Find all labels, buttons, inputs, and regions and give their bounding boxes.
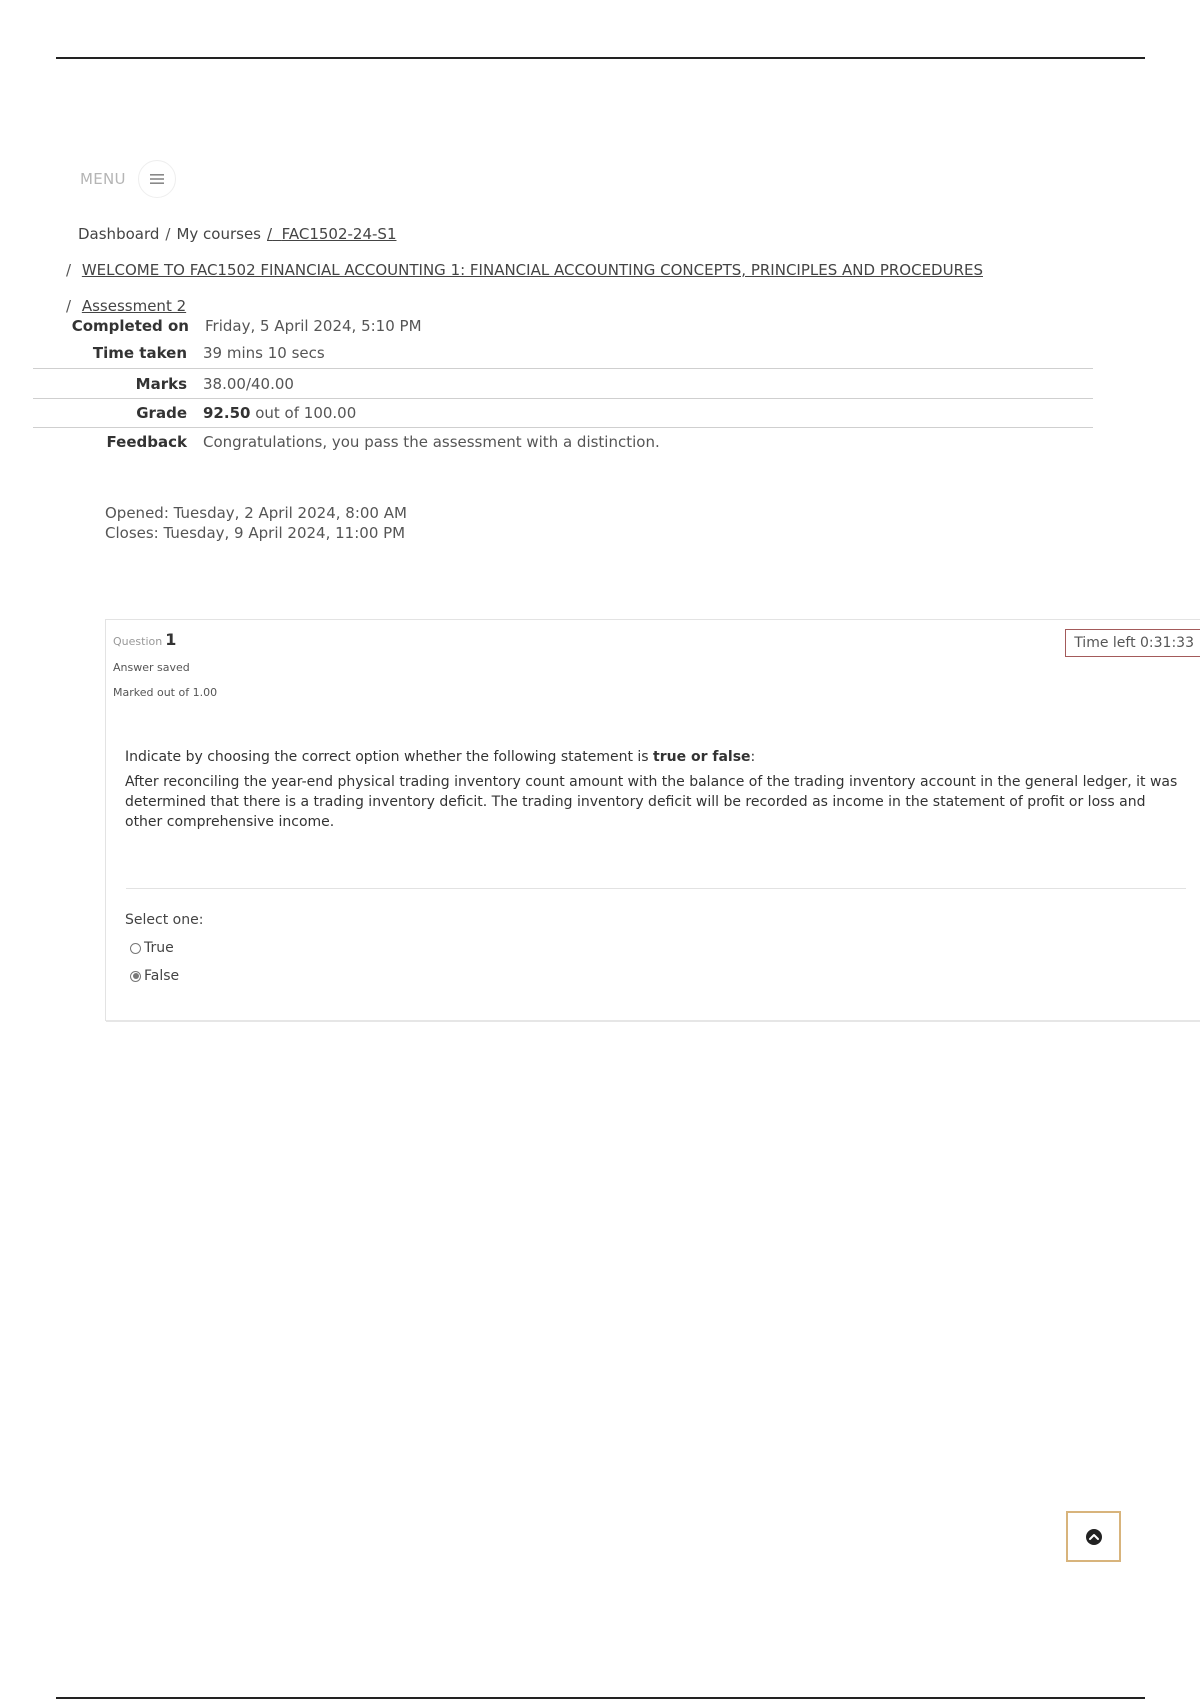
radio-false-selected[interactable] (130, 971, 141, 982)
summary-row-feedback (33, 427, 1093, 456)
arrow-up-circle-icon (1085, 1528, 1103, 1546)
question-statement: After reconciling the year-end physical trading inventory count amount with the balance of the trading inventory account in the general ledger, it was determined that there is a trading inventory deficit. The trading inventory deficit will be recorded as income in the statement of profit or loss and other comprehensive income. (125, 774, 1178, 830)
completed-on-label: Completed on (71, 317, 189, 335)
breadcrumb-course-code[interactable]: / FAC1502-24-S1 (267, 225, 397, 243)
question-number-label: Question (113, 635, 163, 648)
radio-true[interactable] (130, 943, 141, 954)
question-state: Answer saved (113, 661, 190, 674)
summary-row-marks (33, 368, 1093, 398)
menu-label: MENU (80, 170, 126, 188)
breadcrumb-row-3 (66, 297, 186, 315)
assessment-dates (105, 503, 407, 543)
menu-button[interactable] (138, 160, 176, 198)
answer-options (125, 912, 203, 990)
question-number: 1 (165, 630, 177, 649)
option-false-label: False (144, 968, 180, 984)
top-rule (56, 57, 1145, 59)
grade-out-of: out of 100.00 (250, 404, 357, 422)
question-marks: Marked out of 1.00 (113, 686, 218, 699)
breadcrumb-assessment[interactable]: Assessment 2 (81, 297, 187, 315)
breadcrumb-my-courses[interactable]: My courses (176, 225, 261, 243)
back-to-top-button[interactable] (1066, 1511, 1121, 1562)
breadcrumb (78, 225, 396, 243)
select-one-prompt: Select one: (125, 912, 204, 928)
option-false[interactable] (125, 962, 203, 990)
marks-label: Marks (135, 374, 187, 393)
attempt-summary (33, 315, 1093, 456)
summary-row-time-taken (33, 337, 1093, 368)
breadcrumb-separator: / (66, 297, 72, 315)
time-left-timer: Time left 0:31:33 (1065, 629, 1200, 657)
breadcrumb-dashboard[interactable]: Dashboard (78, 225, 160, 243)
question-instruction: Indicate by choosing the correct option whether the following statement is true or false: (125, 749, 756, 765)
question-text (125, 747, 1185, 837)
feedback-value: Congratulations, you pass the assessment with a distinction. (203, 433, 660, 451)
time-taken-value: 39 mins 10 secs (203, 343, 325, 362)
feedback-label: Feedback (106, 433, 187, 451)
summary-row-completed (33, 315, 1093, 337)
question-info (113, 630, 217, 699)
time-taken-label: Time taken (92, 343, 187, 362)
breadcrumb-course-welcome[interactable]: WELCOME TO FAC1502 FINANCIAL ACCOUNTING 1: FINANCIAL ACCOUNTING CONCEPTS, PRINCIPLES AND PROCEDURES (81, 261, 983, 279)
question-divider (126, 888, 1186, 889)
grade-score: 92.50 (203, 404, 251, 422)
completed-on-value: Friday, 5 April 2024, 5:10 PM (205, 317, 422, 335)
grade-label: Grade (136, 404, 187, 422)
breadcrumb-row-2 (66, 261, 983, 279)
breadcrumb-separator: / (165, 225, 171, 243)
opened-date: Opened: Tuesday, 2 April 2024, 8:00 AM (105, 504, 407, 522)
closes-date: Closes: Tuesday, 9 April 2024, 11:00 PM (105, 524, 406, 542)
option-true-label: True (144, 940, 174, 956)
option-true[interactable] (125, 934, 203, 962)
marks-value: 38.00/40.00 (203, 374, 294, 393)
question-card (105, 619, 1200, 1021)
hamburger-icon (149, 172, 165, 186)
menu-toggle[interactable] (80, 160, 176, 198)
bottom-rule (56, 1697, 1145, 1699)
summary-row-grade (33, 398, 1093, 427)
breadcrumb-separator: / (66, 261, 72, 279)
grade-value (203, 404, 356, 422)
